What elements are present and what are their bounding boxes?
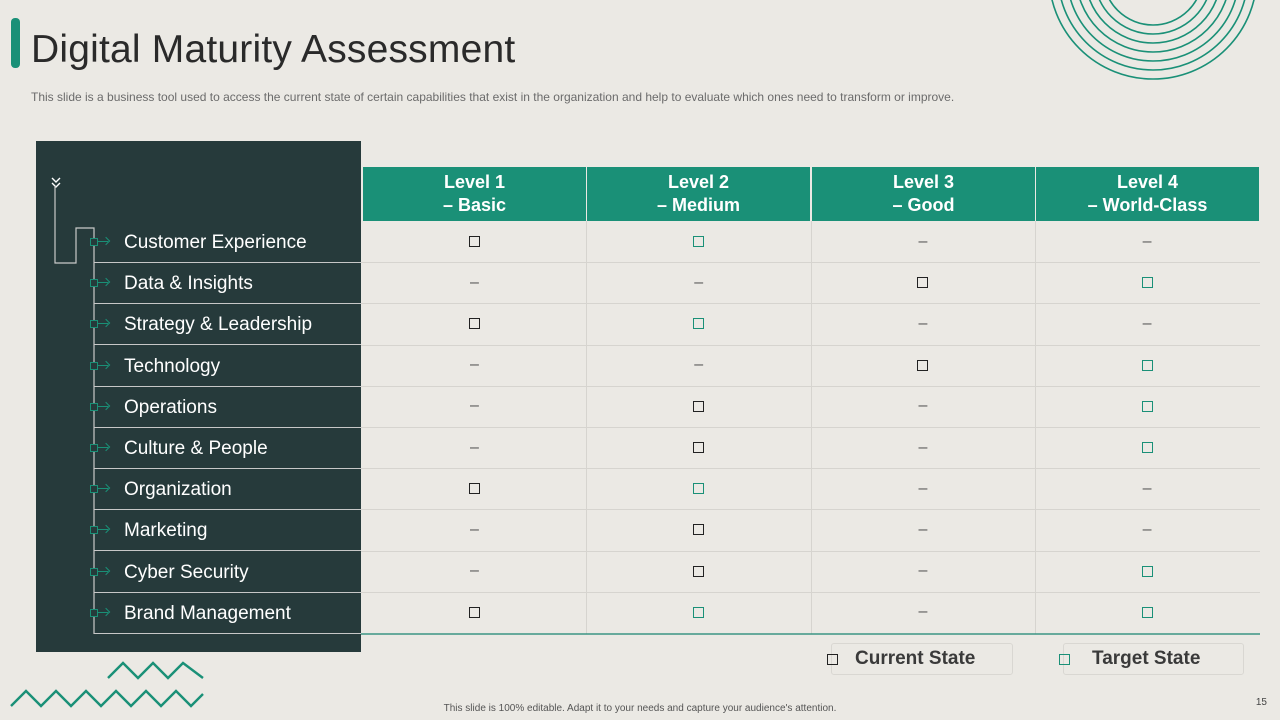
node-square-icon	[90, 526, 98, 534]
assessment-cell	[811, 468, 1034, 509]
capability-label: Brand Management	[124, 602, 291, 624]
arrow-right-icon	[98, 571, 108, 572]
capability-row	[94, 346, 361, 387]
not-applicable-dash: –	[1142, 479, 1152, 497]
assessment-cell	[587, 303, 810, 344]
assessment-cell	[363, 221, 586, 262]
node-square-icon	[90, 485, 98, 493]
capability-row	[94, 222, 361, 263]
not-applicable-dash: –	[918, 438, 928, 456]
assessment-cell	[1036, 468, 1259, 509]
assessment-cell	[811, 427, 1034, 468]
slide-title: Digital Maturity Assessment	[31, 28, 516, 71]
current-state-marker-icon	[469, 318, 480, 329]
arrow-right-icon	[98, 488, 108, 489]
level-descriptor: – World-Class	[1087, 195, 1208, 215]
target-state-marker-icon	[693, 483, 704, 494]
capability-label: Cyber Security	[124, 561, 249, 583]
capability-row	[94, 552, 361, 593]
current-state-marker-icon	[917, 277, 928, 288]
assessment-cell	[1036, 551, 1259, 592]
assessment-cell	[587, 386, 810, 427]
assessment-cell	[587, 592, 810, 633]
assessment-cell	[363, 303, 586, 344]
not-applicable-dash: –	[918, 479, 928, 497]
legend-target-state	[1063, 643, 1244, 675]
current-state-marker-icon	[917, 360, 928, 371]
level-descriptor: – Basic	[442, 195, 507, 215]
assessment-cell	[587, 551, 810, 592]
assessment-cell	[1036, 262, 1259, 303]
current-state-marker-icon	[693, 566, 704, 577]
capability-row	[94, 387, 361, 428]
not-applicable-dash: –	[918, 520, 928, 538]
assessment-cell	[811, 262, 1034, 303]
assessment-cell	[811, 509, 1034, 550]
legend-current-state	[831, 643, 1013, 675]
decorative-rings-graphic	[1040, 0, 1280, 110]
assessment-cell	[811, 386, 1034, 427]
target-state-marker-icon	[1142, 566, 1153, 577]
footer-note: This slide is 100% editable. Adapt it to your needs and capture your audience's attention.	[443, 703, 837, 714]
target-state-marker-icon	[1142, 607, 1153, 618]
capability-row	[94, 469, 361, 510]
capability-label: Organization	[124, 479, 232, 501]
arrow-right-icon	[98, 612, 108, 613]
arrow-right-icon	[98, 365, 108, 366]
assessment-cell	[1036, 303, 1259, 344]
capability-row	[94, 304, 361, 345]
not-applicable-dash: –	[918, 397, 928, 415]
legend-target-label: Target State	[1092, 648, 1201, 669]
node-square-icon	[90, 362, 98, 370]
capability-label: Strategy & Leadership	[124, 314, 313, 336]
assessment-cell	[1036, 427, 1259, 468]
current-state-marker-icon	[469, 483, 480, 494]
assessment-cell	[811, 592, 1034, 633]
legend-current-label: Current State	[855, 648, 976, 669]
target-state-marker-icon	[693, 607, 704, 618]
assessment-cell	[363, 592, 586, 633]
target-state-marker-icon	[1142, 442, 1153, 453]
level-header-2	[587, 167, 810, 221]
arrow-right-icon	[98, 529, 108, 530]
capability-row	[94, 263, 361, 304]
not-applicable-dash: –	[1142, 520, 1152, 538]
capability-row	[94, 593, 361, 634]
level-descriptor: – Medium	[656, 195, 740, 215]
node-square-icon	[90, 279, 98, 287]
slide-subtitle: This slide is a business tool used to access the current state of certain capabilities that exist in the organization and help to evaluate which ones need to transform or improve.	[31, 90, 955, 104]
page-number: 15	[1255, 697, 1267, 708]
current-state-marker-icon	[469, 607, 480, 618]
assessment-cell	[587, 221, 810, 262]
node-square-icon	[90, 403, 98, 411]
not-applicable-dash: –	[694, 273, 704, 291]
node-square-icon	[90, 609, 98, 617]
assessment-cell	[363, 427, 586, 468]
not-applicable-dash: –	[470, 562, 479, 580]
assessment-cell	[363, 345, 586, 386]
capability-label: Operations	[124, 396, 217, 418]
arrow-right-icon	[98, 447, 108, 448]
level-name: Level 1	[443, 172, 506, 192]
target-state-marker-icon	[693, 318, 704, 329]
assessment-cell	[1036, 345, 1259, 386]
capability-label: Culture & People	[124, 438, 268, 459]
node-square-icon	[90, 444, 98, 452]
assessment-cell	[811, 345, 1034, 386]
node-square-icon	[90, 320, 98, 328]
not-applicable-dash: –	[918, 232, 928, 250]
node-square-icon	[90, 238, 98, 246]
not-applicable-dash: –	[1142, 232, 1152, 250]
arrow-right-icon	[98, 282, 108, 283]
current-state-marker-icon	[469, 236, 480, 247]
assessment-cell	[811, 303, 1034, 344]
target-state-marker-icon	[1142, 277, 1153, 288]
level-name: Level 3	[892, 172, 955, 192]
capability-label: Customer Experience	[124, 232, 307, 253]
level-name: Level 4	[1116, 172, 1179, 192]
assessment-cell	[811, 221, 1034, 262]
target-state-marker-icon	[693, 236, 704, 247]
arrow-right-icon	[98, 323, 108, 324]
not-applicable-dash: –	[1142, 314, 1152, 332]
assessment-cell	[811, 551, 1034, 592]
target-state-marker-icon	[1142, 360, 1153, 371]
level-header-3	[812, 167, 1035, 221]
assessment-cell	[363, 468, 586, 509]
current-state-marker-icon	[693, 442, 704, 453]
assessment-cell	[363, 509, 586, 550]
level-name: Level 2	[667, 172, 730, 192]
current-state-marker-icon	[693, 401, 704, 412]
arrow-right-icon	[98, 241, 108, 242]
assessment-cell	[363, 551, 586, 592]
table-bottom-border	[361, 633, 1260, 635]
capability-row	[94, 428, 361, 469]
capability-label: Marketing	[124, 520, 208, 542]
current-state-marker-icon	[827, 654, 838, 665]
current-state-marker-icon	[693, 524, 704, 535]
node-square-icon	[90, 568, 98, 576]
target-state-marker-icon	[1142, 401, 1153, 412]
capability-label: Data & Insights	[124, 273, 253, 295]
not-applicable-dash: –	[918, 603, 928, 621]
assessment-cell	[587, 345, 810, 386]
assessment-cell	[587, 427, 810, 468]
assessment-cell	[363, 262, 586, 303]
capability-label: Technology	[124, 355, 221, 377]
not-applicable-dash: –	[470, 520, 479, 538]
assessment-cell	[1036, 221, 1259, 262]
target-state-marker-icon	[1059, 654, 1070, 665]
not-applicable-dash: –	[918, 562, 928, 580]
not-applicable-dash: –	[470, 356, 479, 374]
level-header-4	[1036, 167, 1259, 221]
assessment-cell	[587, 468, 810, 509]
assessment-cell	[1036, 592, 1259, 633]
arrow-right-icon	[98, 406, 108, 407]
not-applicable-dash: –	[918, 314, 928, 332]
assessment-cell	[363, 386, 586, 427]
level-header-1	[363, 167, 586, 221]
not-applicable-dash: –	[694, 356, 704, 374]
not-applicable-dash: –	[470, 438, 479, 456]
assessment-cell	[587, 262, 810, 303]
not-applicable-dash: –	[470, 273, 479, 291]
level-descriptor: – Good	[892, 195, 955, 215]
capability-row	[94, 510, 361, 551]
assessment-cell	[1036, 386, 1259, 427]
title-accent-bar	[11, 18, 20, 68]
assessment-cell	[1036, 509, 1259, 550]
not-applicable-dash: –	[470, 397, 479, 415]
assessment-cell	[587, 509, 810, 550]
